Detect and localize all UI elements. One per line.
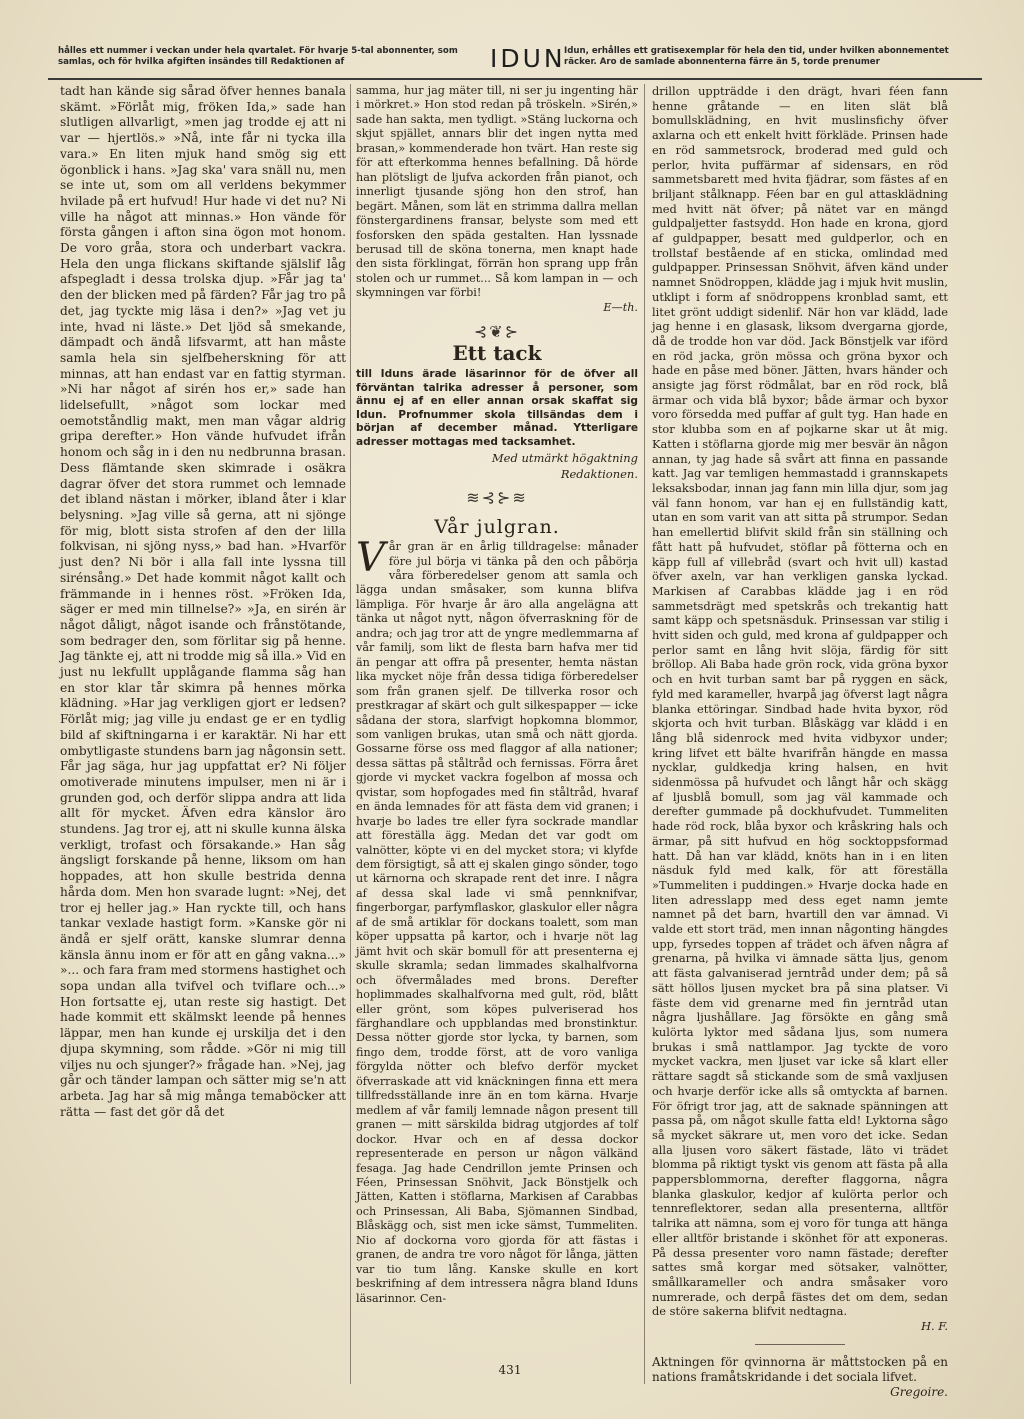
quotation-text: Aktningen för qvinnorna är måttstocken på en nations framåtskridande i det sociala lifvet. [652,1355,948,1384]
column-2 [356,84,638,1306]
quotation-author: Gregoire. [890,1385,948,1399]
tack-signature-line1: Med utmärkt högaktning [491,451,638,466]
tack-notice: till Iduns ärade läsarinnor för de öfver all förväntan talrika adresser å personer, som ännu ej af en eller annan orsak skaffat sig Idun. Profnummer skola tillsändas dem i början af december månad. Ytterligare adresser mottagas med tacksamhet. [356,368,638,448]
quotation-box [652,1355,948,1400]
ornament-divider-2: ≋⊰⊱≋ [466,488,528,508]
julgran-text: år gran är en årlig tilldragelse: månader före jul börja vi tänka på den och påbörja våra förberedelser genom att samla och lägga undan småsaker, som kunna blifva lämpliga. För hvarje år äro alla angelägna att tänka ut något nytt, någon öfverraskning för de andra; och jag tror att de yngre medlemmarna af vår familj, som likt de flesta barn hafva mer tid än pengar att offra på presenter, hemta nästan lika mycket nöje från dessa tidiga förberedelser som från granen sjelf. De tillverka rosor och prestkragar af skärt och gult silkespapper — icke sådana der stora, slarfvigt hopkomna blommor, som vanligen brukas, utan små och nätt gjorda. Gossarne förse oss med flaggor af alla nationer; dessa sättas på ståltråd och fernissas. Förra året gjorde vi mycket vackra fogelbon af mossa och qvistar, som hopfogades med fin ståltråd, hvaraf en ända lemnades för att fästa dem vid granen; i hvarje bo lades tre eller fyra sockrade mandlar att föreställa ägg. Medan det var godt om valnötter, köpte vi en del mycket stora; vi klyfde dem försigtigt, så att ej skalen gingo sönder, togo ut kärnorna och skrapade rent det inre. I några af dessa skal lade vi små pennknifvar, fingerborgar, parfymflaskor, glaskulor eller några af de små artiklar för dockans toalett, som man köper uppsatta på kartor, och i hvarje nöt lag jämt hvit och skär bomull för att presenterna ej skulle skramla; sedan limmades skalhalfvorna och öfvermålades med brons. Derefter hoplimmades skalhalfvorna med gult, röd, blått eller grönt, som köpes pulveriserad hos färghandlare och uppblandas med bronstinktur. Dessa nötter gjorde stor lycka, ty barnen, som fingo dem, trodde först, att de voro vanliga förgylda nötter och blefvo derför mycket öfverraskade att vid knäckningen finna ett mera tillfredsställande inre än en tom kärna. Hvarje medlem af vår familj lemnade någon present till granen — mitt särskilda bidrag utgjordes af tolf dockor. Hvar och en af dessa dockor representerade en person ur någon välkänd fesaga. Jag hade Cendrillon jemte Prinsen och Féen, Prinsessan Snöhvit, Jack Bönstjelk och Jätten, Katten i stöflarna, Markisen af Carabbas och Prinsessan, Ali Baba, Sjömannen Sindbad, Blåskägg och, sist men icke sämst, Tummeliten. Nio af dockorna voro gjorda för att fästas i granen, de andra tre voro något för långa, jätten var tio tum lång. Kanske skulle en kort beskrifning af dem intressera några bland Iduns läsarinnor. Cen- [356,540,638,1305]
column-1 [60,84,346,1120]
julgran-article [356,535,638,1306]
page-number: 431 [498,1363,522,1377]
header-rule [48,78,982,80]
julgran-heading: Vår julgran. [434,515,560,538]
ornament-divider-1: ⊰❦⊱ [473,322,521,342]
page-header [50,44,980,78]
masthead-title: IDUN [490,44,566,73]
header-left-text: hålles ett nummer i veckan under hela qvartalet. För hvarje 5-tal abonnenter, som samlas, och för hvilka afgiften insändes till Redaktionen af [58,46,458,67]
end-rule [755,1344,845,1345]
story-text-col2: samma, hur jag mäter till, ni ser ju ingenting här i mörkret.» Hon stod redan på tröskeln. »Sirén,» sade han sakta, men tydligt. »Stäng luckorna och skjut spjället, annars blir det ingen nytta med brasan,» kommenderade hon tvärt. Han reste sig för att efterkomma hennes befallning. Då hörde han plötsligt de ljufva ackorden från pianot, och innerligt tjusande sjöng hon den strof, han begärt. Månen, som lät en strimma dallra mellan fönstergardinens fransar, belyste som med ett fosforsken den späda gestalten. Han lyssnade berusad till de sköna tonerna, men knapt hade den sista förklingat, förrän hon sprang upp från stolen och ur rummet... Så kom lampan in — och skymningen var förbi! [356,84,638,300]
tack-heading: Ett tack [452,340,542,365]
header-right-text: Idun, erhålles ett gratisexemplar för hela den tid, under hvilken abonnementet räcker. Aro de samlade abonnenterna färre än 5, torde prenumer [564,46,949,67]
tack-signature-line2: Redaktionen. [560,467,638,482]
column-divider-1 [350,84,351,1384]
story-text-col1: tadt han kände sig sårad öfver hennes banala skämt. »Förlåt mig, fröken Ida,» sade han slutligen allvarligt, »men jag trodde ej att ni var — hjertlös.» »Nå, inte får ni tycka illa vara.» En liten mjuk hand smög sig ett ögonblick i hans. »Jag ska' vara snäll nu, men se inte ut, som om all verldens bekymmer hvilade på ert hufvud! Hur hade vi det nu? Ni ville ha något att minnas.» Hon vände för första gången i afton sina ögon mot honom. De voro gråa, stora och underbart vackra. Hela den unga flickans skiftande själslif låg afspegladt i dessa trolska djup. »Får jag ta' den der blicken med på färden? Får jag tro på det, jag tyckte mig läsa i den?» »Jag vet ju inte, hvad ni läste.» Det ljöd så smekande, dämpadt och ändå lifsvarmt, att han måste samla hela sin sjelfbeherskning för att minnas, att han endast var en fattig styrman. »Ni har något af sirén hos er,» sade han lidelsefullt, »något som lockar med oemotståndlig makt, men man vågar aldrig gripa derefter.» Hon vände hufvudet ifrån honom och såg in i den nu nedbrunna brasan. Dess flämtande sken skimrade i osäkra dagrar öfver det stora rummet och lemnade det ibland nästan i mörker, ibland åter i klar belysning. »Jag ville så gerna, att ni sjönge för mig, blott sista strofen af den der lilla folkvisan, ni sjöng nyss,» bad han. »Hvarför just den? Ni bör i alla fall inte lyssna till sirénsång.» Det hade kommit något kallt och främmande in i hennes röst. »Fröken Ida, säger er med min tillnelse?» »Ja, en sirén är något dåligt, något isande och frånstötande, som bedrager den, som förlitar sig på henne. Jag tänkte ej, att ni trodde mig så illa.» Vid en just nu lekfullt upplågande flamma såg han en stor klar tår skimra på hennes mörka klädning. »Har jag verkligen gjort er ledsen? Förlåt mig; jag ville ju endast ge er en tydlig bild af skiftningarna i er karaktär. Ni har ett ombytligaste stundens barn jag någonsin sett. Får jag säga, hur jag uppfattat er? Ni följer omotiverade minutens impulser, men ni är i grunden god, och derför slippa andra att lida allt för mycket. Äfven edra känslor äro stundens. Jag tror ej, att ni skulle kunna älska verkligt, trofast och försakande.» Han såg ängsligt forskande på henne, liksom om han hoppades, att hon skulle bestrida denna hårda dom. Men hon svarade lugnt: »Nej, det tror ej heller jag.» Han ryckte till, och hans tankar vexlade hastigt form. »Kanske gör ni ändå er sjelf orätt, kanske slumrar denna känsla ännu inom er för att en gång vakna...» »... och fara fram med stormens hastighet och sopa undan alla tvifvel och tviflare och...» Hon fortsatte ej, utan reste sig hastigt. Det hade kommit ett skälmskt leende på hennes läppar, men han kunde ej urskilja det i den djupa skymning, som rådde. »Gör ni mig till viljes nu och sjunger?» frågade han. »Nej, jag går och tänder lampan och sätter mig se'n att arbeta. Jag har så mig många temaböcker att rätta — fast det gör då det [60,84,346,1119]
julgran-text-col3: drillon uppträdde i den drägt, hvari féen fann henne gråtande — en liten slät blå bomullsklädning, en hvit muslinsfichy öfver axlarna och ett enkelt hvitt förkläde. Prinsen hade en röd sammetsrock, broderad med guld och perlor, hvita puffärmar af sidensars, en röd sammetsbarett med hvita fjädrar, som fästes af en briljant stålknapp. Féen bar en gul attasklädning med hvitt nät öfver; på nätet var en mängd guldpaljetter fastsydd. Hon hade en krona, gjord af guldpapper, besatt med guldperlor, och en trollstaf bestående af en sticka, omlindad med guldpapper. Prinsessan Snöhvit, äfven känd under namnet Snödroppen, klädde jag i mjuk hvit muslin, utklipt i form af snödroppens kronblad samt, ett litet grönt uddigt sidenlif. När hon var klädd, lade jag henne i en glasask, liksom dvergarna gjorde, då de trodde hon var död. Jack Bönstjelk var iförd en röd jacka, grön mössa och gröna byxor och hade en påse med böner. Jätten, hvars händer och ansigte jag först rödmålat, bar en röd rock, blå ärmar och vida blå byxor; både ärmar och byxor voro försedda med puffar af gult tyg. Han hade en stor klubba som en af pojkarne skar ut åt mig. Katten i stöflarna gjorde mig mer besvär än någon annan, ty jag hade så svårt att finna en passande katt. Jag var temligen hemmastadd i grannskapets leksaksbodar, innan jag fann min lilla djur, som jag väl fann honom, var han ej en fullständig katt, utan en som varit van att sitta på strumpor. Sedan han emellertid blifvit skild från sin ställning och fått hatt på hufvudet, stöflar på fötterna och en käpp full af villebråd (svart och hvit ull) kastad öfver axeln, var han verkligen ganska lyckad. Markisen af Carabbas klädde jag i en röd sammetsdrägt med spetskrås och trekantig hatt samt käpp och spetsnäsduk. Prinsessan var stilig i hvitt siden och guld, med krona af guldpapper och perlor samt en lång hvit slöja, färdig för sitt bröllop. Ali Baba hade grön rock, vida gröna byxor och en hvit turban samt bar på ryggen en säck, fyld med karameller, hvarpå jag öfverst lagt några blanka ettöringar. Sindbad hade hvita byxor, röd skjorta och hvit turban. Blåskägg var klädd i en lång blå sidenrock med hvita vidbyxor under; kring lifvet ett bälte hvarifrån hängde en massa nycklar, guldkedja kring halsen, en hvit sidenmössa på hufvudet och långt hår och skägg af ljusblå bomull, som jag väl kammade och derefter gummade på dockhufvudet. Tummeliten hade röd rock, blåa byxor och kråskring hals och ärmar, på sitt hufvud en hög socktoppsformad hatt. Då han var klädd, knöts han in i en liten näsduk fyld med kalk, för att föreställa »Tummeliten i puddingen.» Hvarje docka hade en liten adresslapp med dess eget namn jemte namnet på det barn, hvartill den var ämnad. Vi valde ett stort träd, men innan någonting hängdes upp, fyrsedes toppen af trädet och äfven några af grenarna, på hvilka vi ämnade sätta ljus, genom att fästa galvaniserad jerntråd under dem; på så sätt höllos ljusen mycket bra på sina platser. Vi fäste dem vid grenarne med fin jerntråd utan några ljushållare. Jag försökte en gång små kulörta lyktor med sådana ljus, som numera brukas i små nattlampor. Jag tyckte de voro mycket vackra, men ljuset var icke så klart eller rättare sagdt så stickande som de små vaxljusen och hvarje derför icke alls så omtyckta af barnen. För öfrigt tror jag, att de saknade spänningen att passa på, om något skulle fatta eld! Lyktorna sågo så mycket säkrare ut, men voro det icke. Sedan alla ljusen voro säkert fästade, läto vi trädet blomma på riktigt tyskt vis genom att fästa på alla pappersblommorna, derefter flaggorna, några blanka glaskulor, kedjor af kulörta perlor och tennreflektorer, sedan alla presenterna, alltför talrika att nämna, som ej voro för tunga att hänga eller alltför bristande i skönhet för att exponeras. På dessa presenter voro namn fästade; derefter sattes små korgar med sötsaker, valnötter, smållkarameller och andra småsaker voro numrerade, och derpå fästes det om dem, sedan de störe sakerna blifvit nedtagna. [652,84,948,1319]
drop-cap: V [356,535,385,582]
story-signature: E—th. [603,300,638,314]
julgran-signature: H. F. [921,1319,948,1334]
column-divider-2 [644,84,645,1384]
column-3 [652,84,948,1345]
